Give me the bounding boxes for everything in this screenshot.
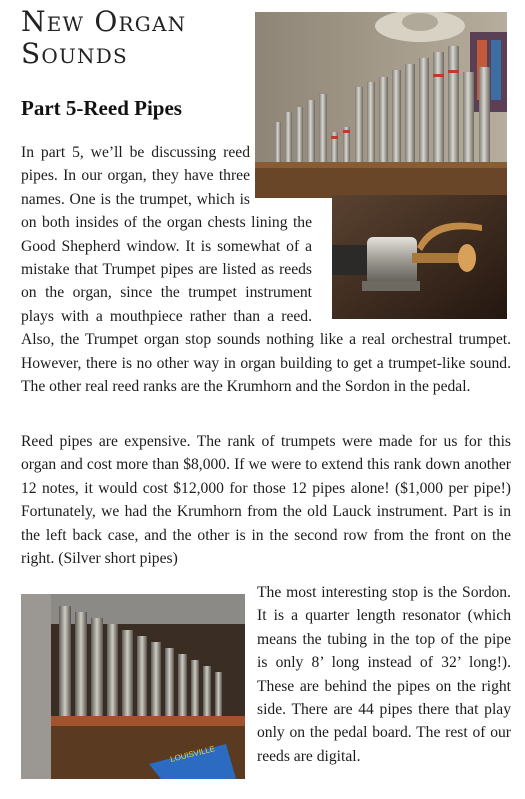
- paragraph-3-text: The most interesting stop is the Sordon. It is a quarter length resonator (which means the tubing in the top of the pipe is only 8’ long instead of 32’ long!). These are behind the pipes on the right side. There are 44 pipes there that play only on the pedal board. The rest of our reeds are digital.: [257, 584, 511, 765]
- paragraph-3: [21, 581, 511, 769]
- paragraph-2: Reed pipes are expensive. The rank of trumpets were made for us for this organ and cost more than $8,000. If we were to extend this rank down another 12 notes, it would cost $12,000 for those 12 pipes alone! ($1,000 per pipe!) Fortunately, we had the Krumhorn from the old Lauck instrument. Part is in the left back case, and the other is in the second row from the front on the right. (Silver short pipes): [21, 433, 511, 568]
- title-line-1: New Organ: [21, 5, 187, 38]
- float-spacer: [21, 581, 257, 769]
- paragraph-1-text: In part 5, we’ll be discussing reed pipes. In our organ, they have three names. One is the trumpet, which is on both insides of the organ chests lining the Good Shepherd window. It is somewhat of a mistake that Trumpet pipes are listed as reeds on the organ, since the trumpet instrument plays with a mouthpiece rather than a reed. Also, the Trumpet organ stop sounds nothing like a real orchestral trumpet. However, there is no other way in organ building to get a trumpet-like sound. The other real reed ranks are the Krumhorn and the Sordon in the pedal.: [21, 144, 511, 396]
- title-line-2: Sounds: [21, 37, 128, 70]
- page-title: [21, 6, 253, 70]
- section-subtitle: Part 5-Reed Pipes: [21, 96, 182, 120]
- paragraph-1: [21, 141, 511, 398]
- box-label: LOUISVILLE: [169, 744, 216, 764]
- float-spacer: [250, 141, 511, 193]
- float-spacer: [312, 193, 511, 321]
